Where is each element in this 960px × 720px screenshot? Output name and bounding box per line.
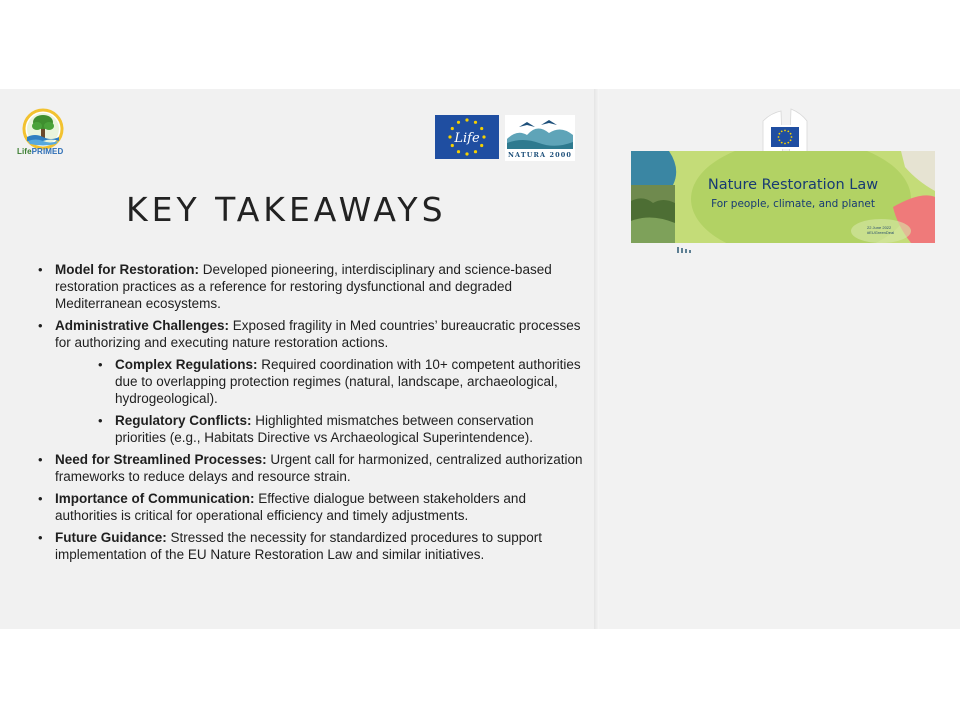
- bullet-text: Urgent call for harmonized, centralized authorization frameworks to reduce delays and resource strain.: [55, 452, 583, 484]
- banner-hashtag: #EUGreenDeal: [867, 230, 895, 235]
- eu-life-logo-text: Life: [454, 131, 480, 146]
- takeaways-list: [38, 261, 583, 568]
- bullet-text: Developed pioneering, interdisciplinary and science-based restoration practices as a reference for restoring dysfunctional and degraded Mediterranean ecosystems.: [55, 262, 552, 311]
- bullet-future-guidance: [38, 529, 583, 563]
- bullet-label: Complex Regulations:: [115, 357, 258, 372]
- nature-restoration-law-banner: [631, 107, 935, 257]
- banner-subtitle: For people, climate, and planet: [711, 198, 875, 210]
- bullet-label: Model for Restoration:: [55, 262, 199, 277]
- bullet-importance-of-communication: [38, 490, 583, 524]
- subbullet-complex-regulations: [98, 356, 583, 407]
- banner-date: [867, 225, 894, 235]
- slide-title: KEY TAKEAWAYS: [126, 190, 447, 229]
- banner-reflection: [675, 245, 705, 255]
- bullet-text: Required coordination with 10+ competent authorities due to overlapping protection regimes (natural, landscape, archaeological, hydrogeological).: [115, 357, 581, 406]
- banner-title: Nature Restoration Law: [707, 177, 879, 193]
- subbullet-regulatory-conflicts: [98, 412, 583, 446]
- bullet-administrative-challenges: [38, 317, 583, 351]
- lifeprimed-logo-text: LifePRIMED: [17, 147, 64, 156]
- natura-2000-text: NATURA 2000: [508, 151, 573, 159]
- bullet-text: Highlighted mismatches between conservation priorities (e.g., Habitats Directive vs Archaeological Superintendence).: [115, 413, 534, 445]
- eu-life-logo: [435, 115, 499, 159]
- bullet-model-for-restoration: [38, 261, 583, 312]
- bullet-label: Need for Streamlined Processes:: [55, 452, 267, 467]
- bullet-text: Effective dialogue between stakeholders and authorities is critical for operational efficiency and timely adjustments.: [55, 491, 526, 523]
- bullet-label: Importance of Communication:: [55, 491, 255, 506]
- banner-graphic: [631, 151, 935, 243]
- bullet-streamlined-processes: [38, 451, 583, 485]
- bullet-label: Administrative Challenges:: [55, 318, 230, 333]
- bullet-label: Regulatory Conflicts:: [115, 413, 252, 428]
- slide: [0, 89, 960, 629]
- slide-right-panel: [599, 89, 960, 629]
- bullet-label: Future Guidance:: [55, 530, 167, 545]
- bullet-text: Exposed fragility in Med countries’ bureaucratic processes for authorizing and executing nature restoration actions.: [55, 318, 581, 350]
- bullet-text: Stressed the necessity for standardized procedures to support implementation of the EU Nature Restoration Law and similar initiatives.: [55, 530, 542, 562]
- banner-date-text: 22 June 2022: [867, 225, 892, 230]
- slide-left-panel: [0, 89, 594, 629]
